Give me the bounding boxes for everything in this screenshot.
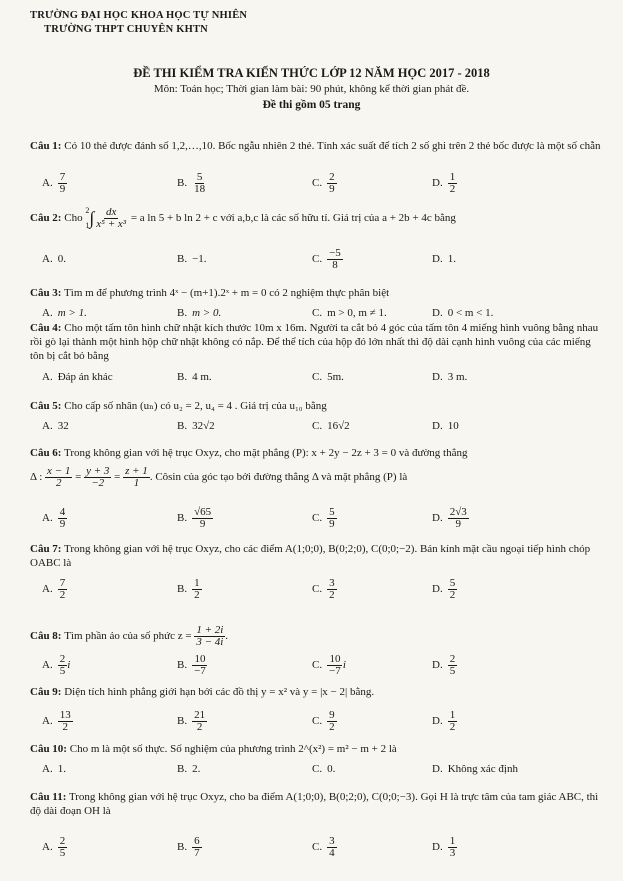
option-b[interactable]: B. $\frac{√65}{9}$ (177, 505, 212, 530)
question-label: Câu 8: (30, 630, 62, 642)
question-label: Câu 4: (30, 322, 62, 334)
option-d[interactable]: D. $\frac{2}{5}$ (432, 652, 456, 677)
university-name: TRƯỜNG ĐẠI HỌC KHOA HỌC TỰ NHIÊN (30, 10, 248, 21)
option-a[interactable]: A. $\frac{7}{2}$ (42, 576, 66, 601)
question-5 (30, 399, 605, 413)
option-a[interactable]: A. 0. (42, 253, 66, 265)
question-9-options (42, 708, 605, 734)
question-11-options (42, 834, 605, 860)
option-a[interactable]: A. $\frac{2}{5}$ i (42, 652, 71, 677)
option-c[interactable]: C. 0. (312, 763, 336, 775)
option-d[interactable]: D. 1. (432, 253, 456, 265)
option-d[interactable]: D. 10 (432, 420, 459, 432)
option-b[interactable]: B. 4 m. (177, 371, 212, 383)
question-text: Tìm m để phương trình 4ˣ − (m+1).2ˣ + m = 0 có 2 nghiệm thực phân biệt (64, 287, 390, 299)
option-d[interactable]: D. 0 < m < 1. (432, 307, 494, 319)
option-d[interactable]: D. $\frac{5}{2}$ (432, 576, 456, 601)
question-8-options (42, 652, 605, 678)
question-text: Diện tích hình phẳng giới hạn bởi các đồ thị y = x² và y = |x − 2| bằng. (64, 686, 375, 698)
question-text: = a ln 5 + b ln 2 + c với a,b,c là các số hữu tỉ. Giá trị của a + 2b + 4c bằng (130, 212, 456, 224)
question-text: Cho m là một số thực. Số nghiệm của phương trình 2^(x²) = m² − m + 2 là (69, 743, 397, 755)
option-d[interactable]: D. $\frac{1}{2}$ (432, 708, 456, 733)
pages-line: Đề thi gồm 05 trang (262, 99, 361, 111)
option-b[interactable]: B. m > 0. (177, 307, 222, 319)
question-10-options (42, 756, 605, 782)
option-c[interactable]: C. $\frac{2}{9}$ (312, 170, 335, 195)
option-a[interactable]: A. 1. (42, 763, 66, 775)
question-6-line-equation: Δ : $\frac{x - 1}{2}$ = $\frac{y + 3}{-2}$ = $\frac{z + 1}{1}$ . Côsin của góc tạo bởi đường thẳng Δ và mặt phẳng (P) là (30, 464, 408, 489)
question-label: Câu 6: (30, 447, 62, 459)
question-label: Câu 5: (30, 400, 62, 412)
question-label: Câu 2: (30, 212, 62, 224)
question-text: Cho cấp số nhân (uₙ) có u₂ = 2, u₄ = 4 . Giá trị của u₁₀ bằng (64, 400, 327, 412)
question-7 (30, 542, 605, 570)
integral-sign: ∫ (89, 208, 95, 228)
question-text: Trong không gian với hệ trục Oxyz, cho mặt phẳng (P): x + 2y − 2z + 3 = 0 và đường thẳng (64, 447, 468, 459)
option-c[interactable]: C. $\frac{-5}{8}$ (312, 246, 341, 271)
option-c[interactable]: C. m > 0, m ≠ 1. (312, 307, 387, 319)
question-label: Câu 7: (30, 543, 62, 555)
option-b[interactable]: B. $\frac{1}{2}$ (177, 576, 200, 601)
option-a[interactable]: A. m > 1. (42, 307, 87, 319)
question-3 (30, 286, 605, 300)
option-a[interactable]: A. 32 (42, 420, 69, 432)
option-d[interactable]: D. $\frac{2√3}{9}$ (432, 505, 467, 530)
option-c[interactable]: C. $\frac{3}{2}$ (312, 576, 335, 601)
question-7-options (42, 576, 605, 602)
exam-title: ĐỀ THI KIỂM TRA KIẾN THỨC LỚP 12 NĂM HỌC 2017 - 2018 (133, 66, 490, 80)
question-4-options (42, 364, 605, 390)
option-b[interactable]: B. $\frac{10}{-7}$ (177, 652, 206, 677)
option-d[interactable]: D. 3 m. (432, 371, 468, 383)
option-c[interactable]: C. $\frac{3}{4}$ (312, 834, 335, 859)
question-2: Câu 2: Cho 2 1 ∫ $\frac{dx}{\text{x⁵ + x³}}$ = a ln 5 + b ln 2 + c với a,b,c là các số hữu tỉ. Giá trị của a + 2b + 4c bằng (30, 205, 456, 230)
option-c[interactable]: C. $\frac{9}{2}$ (312, 708, 335, 733)
question-label: Câu 11: (30, 791, 67, 803)
question-5-options (42, 413, 605, 439)
option-a[interactable]: A. $\frac{4}{9}$ (42, 505, 66, 530)
option-b[interactable]: B. −1. (177, 253, 207, 265)
question-text: Trong không gian với hệ trục Oxyz, cho ba điểm A(1;0;0), B(0;2;0), C(0;0;−3). Gọi H là trực tâm của tam giác ABC, thì độ dài đoạn OH là (30, 791, 599, 817)
question-6-options (42, 505, 605, 531)
question-1-options (42, 170, 605, 196)
question-text: Trong không gian với hệ trục Oxyz, cho các điểm A(1;0;0), B(0;2;0), C(0;0;−2). Bán kính mặt cầu ngoại tiếp hình chóp OABC là (30, 543, 591, 569)
question-6 (30, 446, 605, 460)
question-10 (30, 742, 605, 756)
question-label: Câu 10: (30, 743, 67, 755)
question-9 (30, 685, 605, 699)
question-8: Câu 8: Tìm phần ảo của số phức z = $\frac{1 + 2i}{3 - 4i}$ . (30, 623, 229, 648)
option-a[interactable]: A. $\frac{7}{9}$ (42, 170, 66, 195)
option-a[interactable]: A. $\frac{2}{5}$ (42, 834, 66, 859)
option-b[interactable]: B. 2. (177, 763, 201, 775)
question-text: Cho một tấm tôn hình chữ nhật kích thước 10m x 16m. Người ta cắt bỏ 4 góc của tấm tôn 4 miếng hình vuông bằng nhau rồi gò lại thành một hình hộp chữ nhật không có nắp. Để thể tích của hộp đó lớn nhất thì độ dài cạnh hình vuông của các miếng tôn bị cắt bỏ bằng (30, 322, 599, 362)
option-d[interactable]: D. $\frac{1}{2}$ (432, 170, 456, 195)
option-c[interactable]: C. 16√2 (312, 420, 350, 432)
question-text: Có 10 thẻ được đánh số 1,2,…,10. Bốc ngẫu nhiên 2 thẻ. Tính xác suất để tích 2 số ghi trên 2 thẻ bốc được là một số chẵn (64, 140, 601, 152)
option-c[interactable]: C. $\frac{5}{9}$ (312, 505, 335, 530)
option-a[interactable]: A. Đáp án khác (42, 371, 113, 383)
question-label: Câu 9: (30, 686, 62, 698)
option-a[interactable]: A. $\frac{13}{2}$ (42, 708, 71, 733)
option-c[interactable]: C. $\frac{10}{-7}$ i (312, 652, 346, 677)
option-b[interactable]: B. $\frac{5}{18}$ (177, 170, 206, 195)
option-b[interactable]: B. $\frac{21}{2}$ (177, 708, 206, 733)
question-label: Câu 3: (30, 287, 62, 299)
question-2-options (42, 246, 605, 272)
option-d[interactable]: D. $\frac{1}{3}$ (432, 834, 456, 859)
school-name: TRƯỜNG THPT CHUYÊN KHTN (44, 24, 208, 35)
question-1 (30, 139, 605, 153)
question-label: Câu 1: (30, 140, 62, 152)
question-11 (30, 790, 605, 818)
option-d[interactable]: D. Không xác định (432, 763, 518, 775)
option-c[interactable]: C. 5m. (312, 371, 344, 383)
option-b[interactable]: B. 32√2 (177, 420, 215, 432)
subject-line: Môn: Toán học; Thời gian làm bài: 90 phút, không kể thời gian phát đề. (153, 83, 470, 95)
option-b[interactable]: B. $\frac{6}{7}$ (177, 834, 200, 859)
question-4 (30, 321, 605, 363)
